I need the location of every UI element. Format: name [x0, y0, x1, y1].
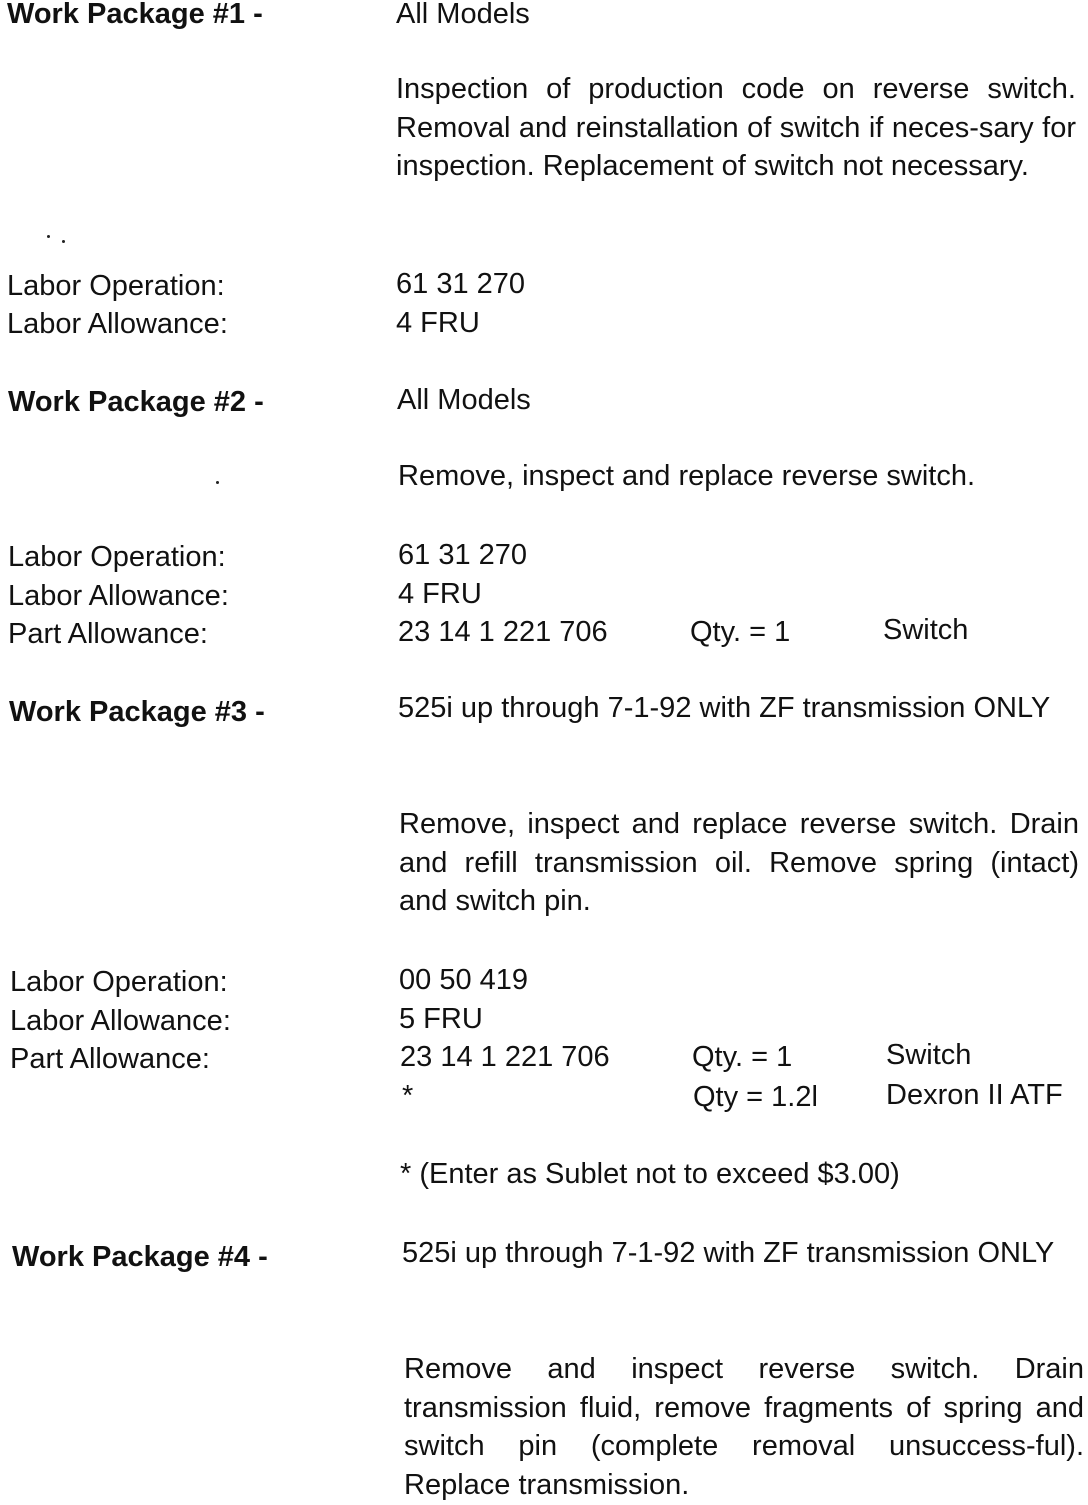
wp3-part-number-1: 23 14 1 221 706: [400, 1041, 610, 1073]
wp3-sublet-note: * (Enter as Sublet not to exceed $3.00): [400, 1158, 900, 1190]
wp1-labor-allowance: 4 FRU: [396, 307, 480, 339]
wp1-labor-operation: 61 31 270: [396, 268, 526, 300]
wp3-labor-allowance: 5 FRU: [399, 1003, 483, 1035]
wp1-description: Inspection of production code on reverse switch. Removal and reinstallation of switch if neces-sary for inspection. Replacement of switch not necessary.: [396, 73, 1076, 183]
wp2-part-name: Switch: [883, 614, 969, 646]
wp2-part-allowance-label: Part Allowance:: [8, 618, 208, 650]
wp2-part-qty: Qty. = 1: [690, 616, 791, 648]
wp3-part-allowance-label: Part Allowance:: [10, 1043, 210, 1075]
wp2-part-number: 23 14 1 221 706: [398, 616, 608, 648]
wp1-models: All Models: [396, 0, 530, 30]
wp3-part-qty-2: Qty = 1.2l: [693, 1081, 818, 1113]
wp1-labor-operation-label: Labor Operation:: [7, 270, 225, 302]
wp4-title: Work Package #4 -: [12, 1241, 268, 1273]
wp2-title: Work Package #2 -: [8, 386, 264, 418]
wp3-title: Work Package #3 -: [9, 696, 265, 728]
wp3-part-qty-1: Qty. = 1: [692, 1041, 793, 1073]
scan-speck: [62, 240, 65, 243]
wp1-labor-allowance-label: Labor Allowance:: [7, 308, 228, 340]
wp3-labor-operation: 00 50 419: [399, 964, 529, 996]
scan-speck: [47, 235, 50, 238]
wp2-labor-allowance-label: Labor Allowance:: [8, 580, 229, 612]
wp3-labor-operation-label: Labor Operation:: [10, 966, 228, 998]
wp2-labor-operation-label: Labor Operation:: [8, 541, 226, 573]
wp3-labor-allowance-label: Labor Allowance:: [10, 1005, 231, 1037]
scan-speck: [216, 481, 219, 484]
wp2-labor-operation: 61 31 270: [398, 539, 528, 571]
wp1-title: Work Package #1 -: [7, 0, 263, 30]
wp4-description: Remove and inspect reverse switch. Drain transmission fluid, remove fragments of spring and switch pin (complete removal unsuccess-ful). Replace transmission.: [404, 1353, 1084, 1502]
wp4-models: 525i up through 7-1-92 with ZF transmission ONLY: [402, 1237, 1055, 1269]
wp2-description: Remove, inspect and replace reverse switch.: [398, 460, 976, 492]
wp3-description: Remove, inspect and replace reverse switch. Drain and refill transmission oil. Remove spring (intact) and switch pin.: [399, 808, 1079, 918]
wp3-models: 525i up through 7-1-92 with ZF transmission ONLY: [398, 692, 1051, 724]
wp3-part-name-1: Switch: [886, 1039, 972, 1071]
wp2-labor-allowance: 4 FRU: [398, 578, 482, 610]
wp3-part-name-2: Dexron II ATF: [886, 1079, 1063, 1111]
wp2-models: All Models: [397, 384, 531, 416]
wp3-part-number-2: *: [402, 1080, 414, 1112]
